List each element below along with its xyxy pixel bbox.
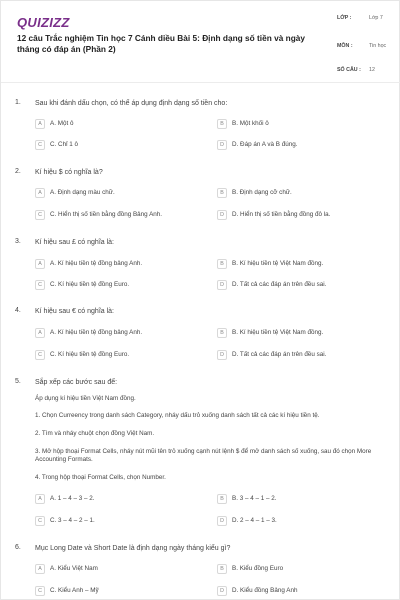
option-text: D. 2 – 4 – 1 – 3. (232, 517, 277, 524)
option-c[interactable] (35, 350, 205, 362)
option-d[interactable] (217, 280, 387, 292)
meta-label: MÔN : (337, 43, 353, 49)
question-number: 6. (15, 544, 21, 551)
question-number: 5. (15, 378, 21, 385)
option-c[interactable] (35, 516, 205, 528)
option-text: A. Kí hiệu tiền tệ đồng bảng Anh. (50, 260, 143, 267)
option-text: C. Kí hiệu tiền tệ đồng Euro. (50, 281, 130, 288)
option-b[interactable] (217, 328, 387, 340)
option-text: C. 3 – 4 – 2 – 1. (50, 517, 95, 524)
option-letter: C (35, 280, 45, 290)
question-number: 2. (15, 168, 21, 175)
option-b[interactable] (217, 494, 387, 506)
option-letter: D (217, 586, 227, 596)
option-c[interactable] (35, 586, 205, 598)
option-letter: B (217, 259, 227, 269)
option-letter: C (35, 516, 45, 526)
option-letter: B (217, 564, 227, 574)
option-text: D. Kiểu đồng Bảng Anh (232, 587, 298, 594)
option-b[interactable] (217, 564, 387, 576)
meta-label: LỚP : (337, 15, 352, 21)
option-text: B. Một khối ô (232, 120, 269, 127)
option-d[interactable] (217, 350, 387, 362)
option-d[interactable] (217, 516, 387, 528)
meta-value: Tin học (369, 43, 387, 49)
option-letter: A (35, 259, 45, 269)
question-number: 3. (15, 238, 21, 245)
option-text: A. Một ô (50, 120, 74, 127)
option-letter: B (217, 328, 227, 338)
option-d[interactable] (217, 140, 387, 152)
option-text: B. Định dạng cỡ chữ. (232, 189, 292, 196)
option-letter: D (217, 210, 227, 220)
option-a[interactable] (35, 188, 205, 200)
meta-label: SỐ CÂU : (337, 67, 361, 73)
option-text: A. Kiểu Việt Nam (50, 565, 98, 572)
option-text: D. Tất cả các đáp án trên đều sai. (232, 281, 327, 288)
option-text: D. Hiển thị số tiền bằng đồng đô la. (232, 211, 331, 218)
question-text: Kí hiệu sau € có nghĩa là: (35, 308, 114, 315)
worksheet-header (1, 1, 400, 83)
option-c[interactable] (35, 140, 205, 152)
option-letter: D (217, 280, 227, 290)
option-text: A. Kí hiệu tiền tệ đồng bảng Anh. (50, 329, 143, 336)
option-b[interactable] (217, 119, 387, 131)
option-letter: C (35, 210, 45, 220)
option-text: A. Định dạng màu chữ. (50, 189, 115, 196)
option-letter: B (217, 188, 227, 198)
option-letter: A (35, 119, 45, 129)
option-b[interactable] (217, 188, 387, 200)
quizizz-logo: QUIZIZZ (17, 15, 70, 30)
option-a[interactable] (35, 328, 205, 340)
option-a[interactable] (35, 259, 205, 271)
question-step: 4. Trong hộp thoại Format Cells, chọn Number. (35, 474, 166, 481)
question-step: 1. Chọn Curreency trong danh sách Category, nháy dấu trỏ xuống danh sách tất cả các kí hiệu tiền tệ. (35, 412, 320, 419)
option-text: C. Hiển thị số tiền bằng đồng Bảng Anh. (50, 211, 163, 218)
question-step: 3. Mở hộp thoại Format Cells, nháy nút mũi tên trỏ xuống cạnh nút lệnh $ để mở danh sách số xuống, sau đó chọn More Accounting Formats. (35, 448, 372, 463)
option-c[interactable] (35, 280, 205, 292)
option-letter: A (35, 188, 45, 198)
option-letter: A (35, 328, 45, 338)
question-step: 2. Tìm và nháy chuột chọn đồng Việt Nam. (35, 430, 155, 437)
option-text: D. Đáp án A và B đúng. (232, 141, 298, 148)
question-number: 1. (15, 99, 21, 106)
option-text: B. 3 – 4 – 1 – 2. (232, 495, 277, 502)
option-a[interactable] (35, 119, 205, 131)
question-text: Kí hiệu $ có nghĩa là? (35, 169, 103, 176)
option-letter: C (35, 586, 45, 596)
question-number: 4. (15, 307, 21, 314)
option-text: B. Kí hiệu tiền tệ Việt Nam đồng. (232, 329, 324, 336)
option-letter: D (217, 140, 227, 150)
option-c[interactable] (35, 210, 205, 222)
option-text: D. Tất cả các đáp án trên đều sai. (232, 351, 327, 358)
option-text: B. Kiểu đồng Euro (232, 565, 284, 572)
option-d[interactable] (217, 210, 387, 222)
meta-value: Lớp 7 (369, 15, 383, 21)
option-text: B. Kí hiệu tiền tệ Việt Nam đồng. (232, 260, 324, 267)
question-text: Kí hiệu sau £ có nghĩa là: (35, 239, 114, 246)
option-text: C. Kiểu Anh – Mỹ (50, 587, 99, 594)
option-text: C. Chỉ 1 ô (50, 141, 78, 148)
option-b[interactable] (217, 259, 387, 271)
option-d[interactable] (217, 586, 387, 598)
option-a[interactable] (35, 494, 205, 506)
question-text: Sau khi đánh dấu chọn, có thể áp dụng định dạng số tiền cho: (35, 100, 228, 107)
option-letter: C (35, 350, 45, 360)
option-text: C. Kí hiệu tiền tệ đồng Euro. (50, 351, 130, 358)
option-letter: A (35, 494, 45, 504)
meta-value: 12 (369, 67, 375, 73)
option-letter: C (35, 140, 45, 150)
option-letter: B (217, 494, 227, 504)
question-text: Mục Long Date và Short Date là định dạng ngày tháng kiểu gì? (35, 545, 231, 552)
question-subtext: Áp dụng kí hiệu tiền Việt Nam đồng. (35, 395, 136, 402)
option-letter: D (217, 516, 227, 526)
question-text: Sắp xếp các bước sau để: (35, 379, 118, 386)
option-letter: D (217, 350, 227, 360)
option-letter: A (35, 564, 45, 574)
option-letter: B (217, 119, 227, 129)
option-text: A. 1 – 4 – 3 – 2. (50, 495, 95, 502)
option-a[interactable] (35, 564, 205, 576)
worksheet-title: 12 câu Trắc nghiệm Tin học 7 Cánh diều Bài 5: Định dạng số tiền và ngày tháng có đáp án (Phần 2) (17, 33, 305, 54)
